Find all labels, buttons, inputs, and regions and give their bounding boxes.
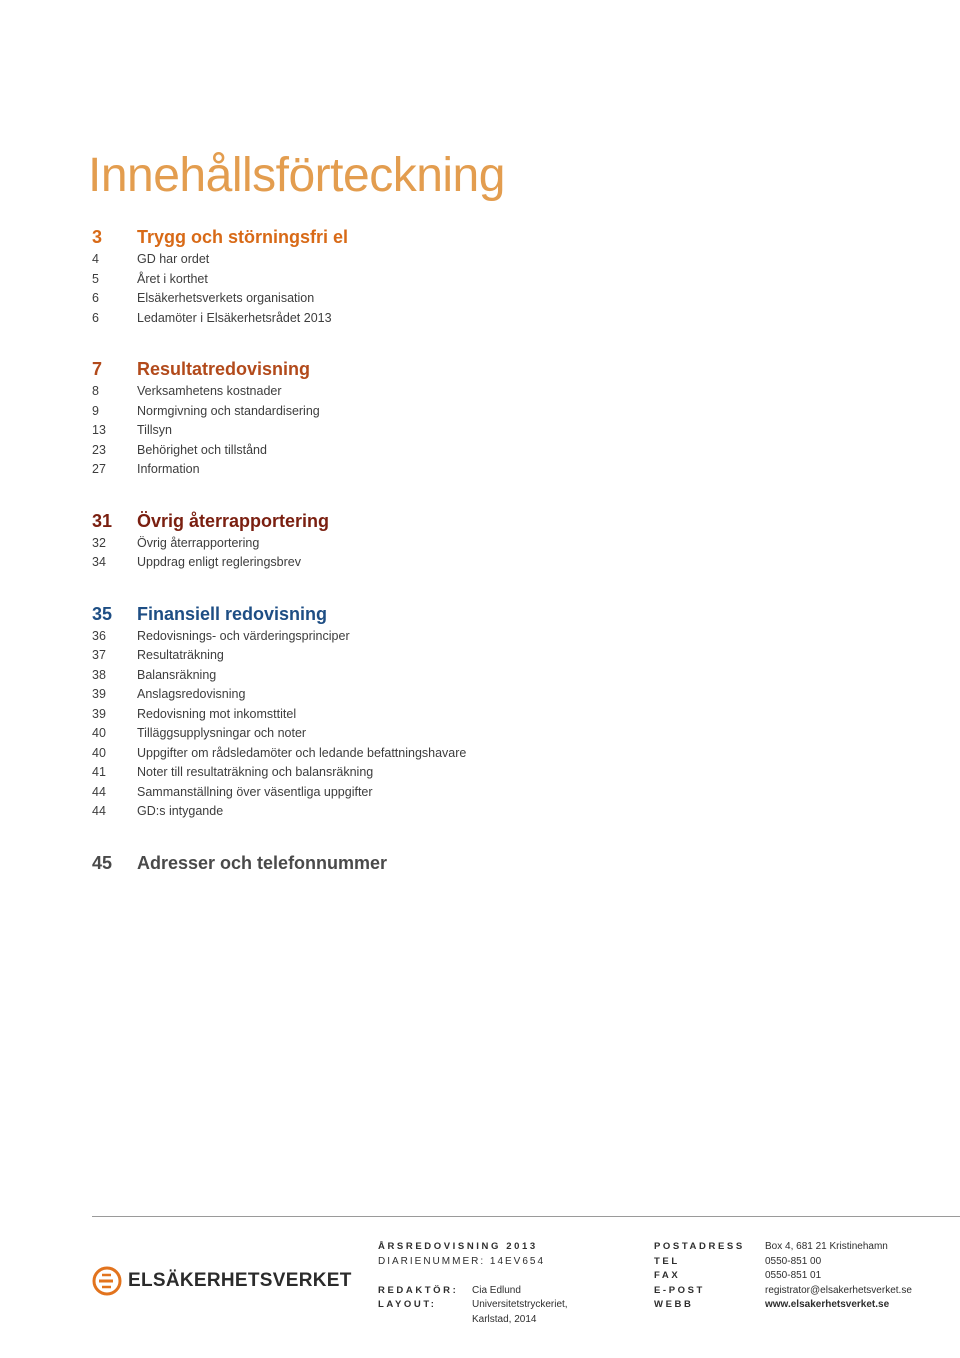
- toc-section-heading[interactable]: [92, 356, 892, 382]
- item-page-number: 4: [92, 252, 99, 266]
- item-page-number: 37: [92, 648, 106, 662]
- editor-value: Cia Edlund: [472, 1284, 521, 1296]
- toc-item[interactable]: [92, 705, 892, 725]
- section-title: Finansiell redovisning: [137, 603, 328, 624]
- toc-item[interactable]: [92, 783, 892, 803]
- toc-item[interactable]: [92, 763, 892, 783]
- fax-value: 0550-851 01: [765, 1270, 822, 1282]
- item-title: Noter till resultaträkning och balansräkning: [137, 765, 374, 779]
- toc-item[interactable]: [92, 421, 892, 441]
- postal-value: Box 4, 681 21 Kristinehamn: [765, 1241, 888, 1252]
- toc-item[interactable]: [92, 270, 892, 290]
- toc-section: [92, 850, 892, 876]
- item-title: GD har ordet: [137, 252, 210, 266]
- item-page-number: 5: [92, 271, 99, 286]
- section-title: Resultatredovisning: [137, 359, 311, 379]
- tel-label: TEL: [654, 1255, 680, 1267]
- elsakerhetsverket-logo-icon: [92, 1266, 122, 1296]
- fax-row: [654, 1269, 912, 1284]
- contact-info: [654, 1240, 912, 1313]
- toc-item[interactable]: [92, 744, 892, 764]
- toc-item[interactable]: [92, 627, 892, 647]
- item-title: Ledamöter i Elsäkerhetsrådet 2013: [137, 310, 332, 325]
- report-title: ÅRSREDOVISNING 2013: [378, 1241, 538, 1252]
- item-page-number: 34: [92, 555, 106, 569]
- toc-item[interactable]: [92, 534, 892, 554]
- web-label: WEBB: [654, 1299, 694, 1311]
- toc-item[interactable]: [92, 685, 892, 705]
- toc-item[interactable]: [92, 646, 892, 666]
- tel-row: [654, 1255, 912, 1270]
- toc-item[interactable]: [92, 402, 892, 422]
- item-title: Elsäkerhetsverkets organisation: [137, 291, 315, 305]
- toc-section-heading[interactable]: [92, 224, 892, 250]
- web-row: [654, 1298, 912, 1313]
- toc-section: [92, 356, 892, 480]
- section-page-number: 3: [92, 227, 103, 247]
- editor-row: [378, 1284, 568, 1299]
- toc-item[interactable]: [92, 460, 892, 480]
- item-page-number: 41: [92, 765, 106, 779]
- item-page-number: 36: [92, 628, 106, 643]
- item-page-number: 44: [92, 784, 106, 799]
- toc-section-heading[interactable]: [92, 508, 892, 534]
- item-page-number: 38: [92, 667, 106, 682]
- item-title: Året i korthet: [137, 271, 208, 286]
- item-title: Normgivning och standardisering: [137, 403, 320, 418]
- editor-label: REDAKTÖR:: [378, 1284, 459, 1296]
- toc-item[interactable]: [92, 553, 892, 573]
- toc-item[interactable]: [92, 666, 892, 686]
- layout-label: LAYOUT:: [378, 1299, 437, 1311]
- section-page-number: 45: [92, 852, 113, 873]
- item-page-number: 9: [92, 403, 99, 418]
- item-title: Tillsyn: [137, 423, 172, 437]
- section-page-number: 7: [92, 359, 103, 379]
- web-link[interactable]: www.elsakerhetsverket.se: [765, 1299, 890, 1311]
- item-title: Behörighet och tillstånd: [137, 442, 267, 457]
- toc-section-heading[interactable]: [92, 601, 892, 627]
- item-title: Resultaträkning: [137, 648, 224, 662]
- item-title: Tilläggsupplysningar och noter: [137, 726, 307, 740]
- footer-divider: [92, 1216, 960, 1217]
- item-title: GD:s intygande: [137, 804, 224, 818]
- item-page-number: 8: [92, 384, 99, 398]
- layout-row-2: [378, 1313, 568, 1328]
- toc-section: [92, 601, 892, 822]
- toc-section: [92, 224, 892, 328]
- item-title: Uppgifter om rådsledamöter och ledande befattningshavare: [137, 745, 467, 760]
- logo: [92, 1266, 352, 1296]
- item-page-number: 39: [92, 706, 106, 721]
- toc-item[interactable]: [92, 441, 892, 461]
- item-title: Balansräkning: [137, 667, 217, 682]
- tel-value: 0550-851 00: [765, 1255, 822, 1267]
- item-title: Redovisnings- och värderingsprinciper: [137, 628, 350, 643]
- toc-section-heading[interactable]: [92, 850, 892, 876]
- postal-label: POSTADRESS: [654, 1241, 745, 1252]
- item-title: Information: [137, 462, 200, 476]
- section-page-number: 35: [92, 603, 113, 624]
- item-page-number: 13: [92, 423, 106, 437]
- logo-text: ELSÄKERHETSVERKET: [128, 1270, 352, 1291]
- fax-label: FAX: [654, 1270, 681, 1282]
- item-title: Uppdrag enligt regleringsbrev: [137, 555, 301, 569]
- page-title: Innehållsförteckning: [88, 149, 505, 202]
- layout-value-2: Karlstad, 2014: [472, 1313, 537, 1325]
- item-page-number: 23: [92, 442, 106, 457]
- email-label: E-POST: [654, 1284, 705, 1296]
- section-title: Trygg och störningsfri el: [137, 227, 349, 247]
- item-page-number: 40: [92, 726, 106, 740]
- toc-item[interactable]: [92, 382, 892, 402]
- email-row: [654, 1284, 912, 1299]
- item-page-number: 44: [92, 804, 106, 818]
- colophon: [378, 1240, 568, 1328]
- toc-item[interactable]: [92, 289, 892, 309]
- item-title: Redovisning mot inkomsttitel: [137, 706, 297, 721]
- item-title: Verksamhetens kostnader: [137, 384, 282, 398]
- toc-section: [92, 508, 892, 573]
- item-page-number: 27: [92, 462, 106, 476]
- layout-row: [378, 1298, 568, 1313]
- toc-item[interactable]: [92, 309, 892, 329]
- item-title: Anslagsredovisning: [137, 687, 246, 701]
- section-page-number: 31: [92, 510, 113, 531]
- item-title: Övrig återrapportering: [137, 535, 260, 550]
- toc-item[interactable]: [92, 250, 892, 270]
- item-page-number: 6: [92, 291, 99, 305]
- item-page-number: 40: [92, 745, 106, 760]
- diary-number: DIARIENUMMER: 14EV654: [378, 1255, 546, 1267]
- item-page-number: 6: [92, 310, 99, 325]
- toc-item[interactable]: [92, 802, 892, 822]
- toc-item[interactable]: [92, 724, 892, 744]
- table-of-contents: [92, 224, 892, 904]
- email-link[interactable]: registrator@elsakerhetsverket.se: [765, 1284, 912, 1296]
- postal-row: [654, 1240, 912, 1255]
- section-title: Adresser och telefonnummer: [137, 852, 388, 873]
- item-page-number: 39: [92, 687, 106, 701]
- item-title: Sammanställning över väsentliga uppgifter: [137, 784, 373, 799]
- item-page-number: 32: [92, 535, 106, 550]
- layout-value: Universitetstryckeriet,: [472, 1299, 568, 1311]
- section-title: Övrig återrapportering: [137, 510, 330, 531]
